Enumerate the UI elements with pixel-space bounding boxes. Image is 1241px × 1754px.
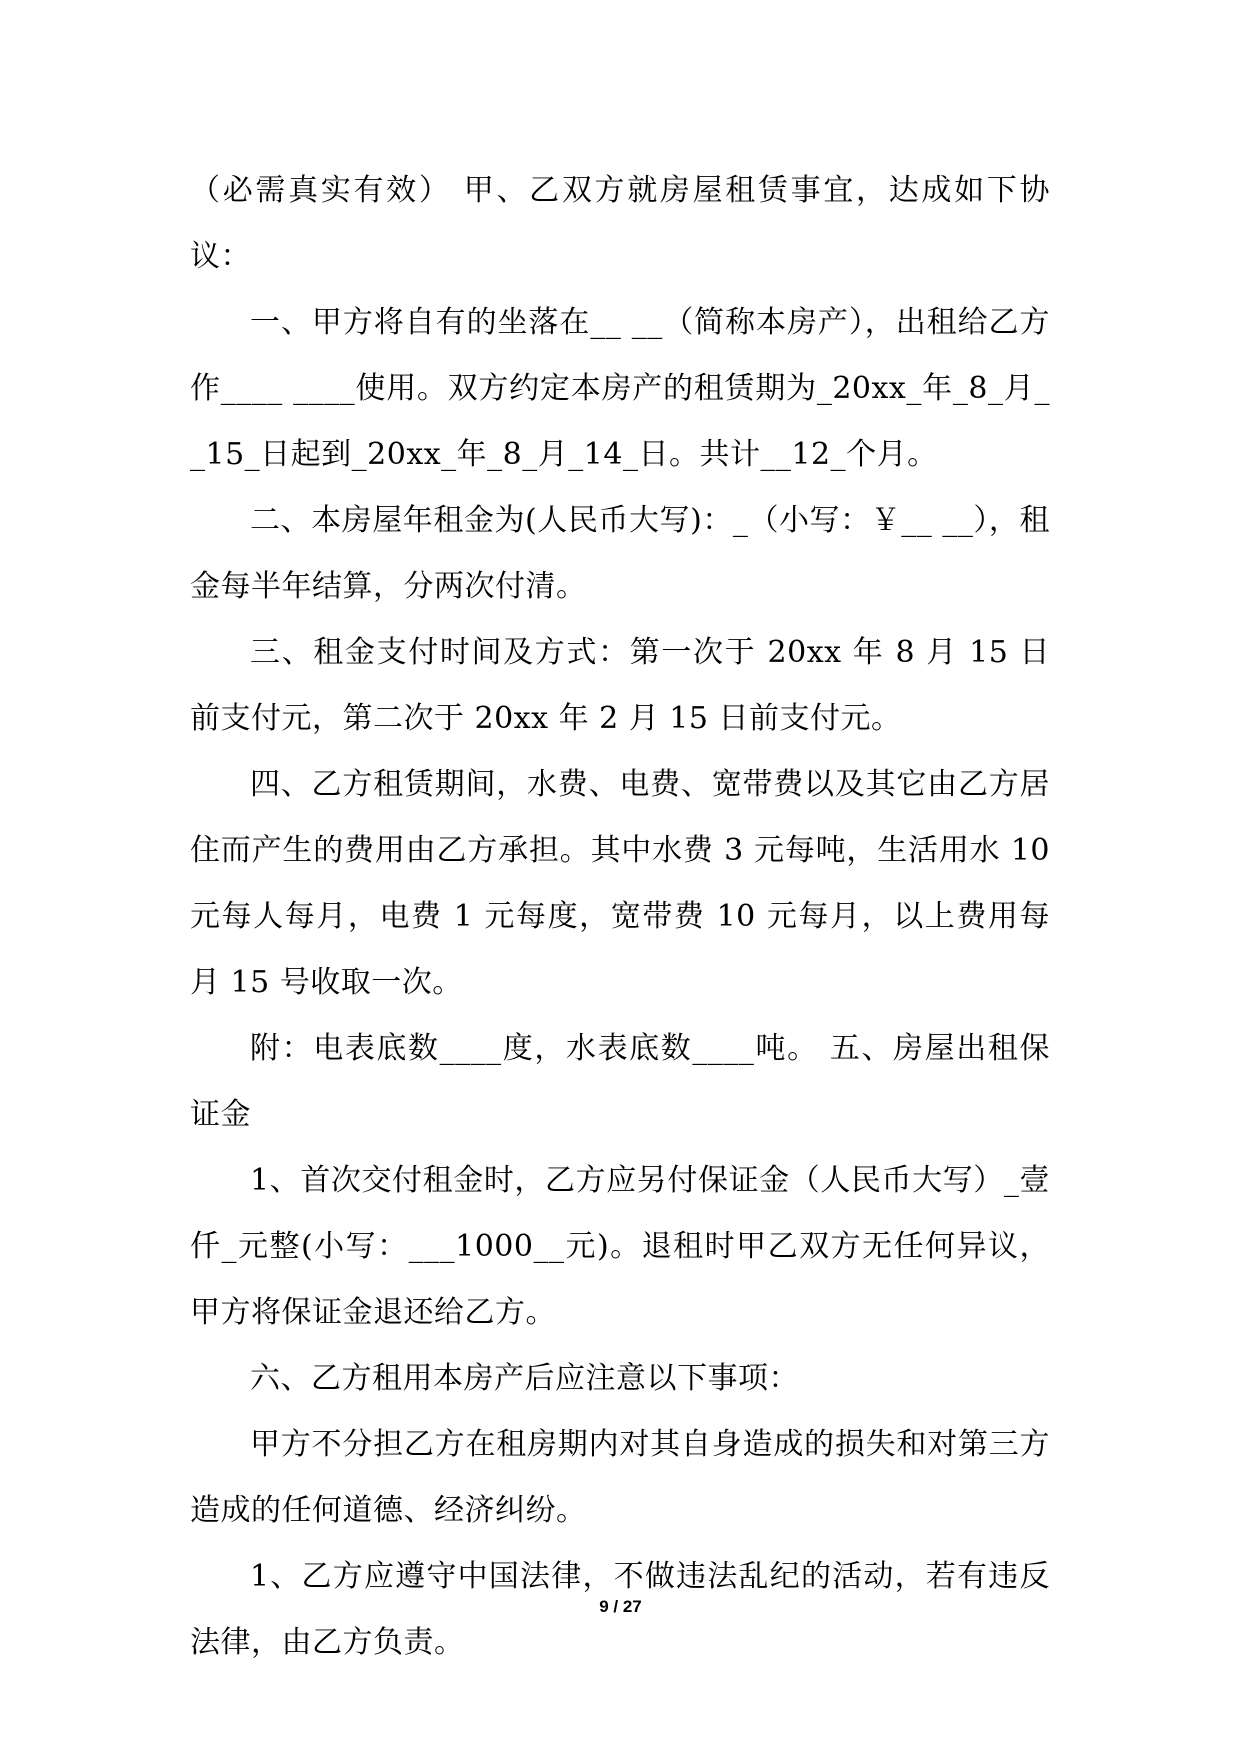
paragraph-preamble: （必需真实有效） 甲、乙双方就房屋租赁事宜，达成如下协议： [190, 173, 1050, 274]
page-number: 9 / 27 [599, 1597, 642, 1616]
paragraph-liability: 甲方不分担乙方在租房期内对其自身造成的损失和对第三方造成的任何道德、经济纠纷。 [190, 1427, 1050, 1528]
paragraph-clause-6: 六、乙方租用本房产后应注意以下事项： [250, 1361, 799, 1396]
paragraph-clause-4: 四、乙方租赁期间，水费、电费、宽带费以及其它由乙方居住而产生的费用由乙方承担。其中水费 3 元每吨，生活用水 10 元每人每月，电费 1 元每度，宽带费 10 元每月，以上费用每月 15 号收取一次。 [190, 767, 1050, 1000]
paragraph-clause-2: 二、本房屋年租金为(人民币大写)：_（小写：￥__ __），租金每半年结算，分两次付清。 [190, 503, 1050, 604]
paragraph-meter-readings: 附：电表底数____度，水表底数____吨。 五、房屋出租保证金 [190, 1031, 1050, 1132]
document-body [190, 158, 1050, 1676]
paragraph-clause-3: 三、租金支付时间及方式：第一次于 20xx 年 8 月 15 日前支付元，第二次于 20xx 年 2 月 15 日前支付元。 [190, 635, 1050, 736]
paragraph-clause-1: 一、甲方将自有的坐落在__ __（简称本房产），出租给乙方作____ ____使用。双方约定本房产的租赁期为_20xx_年_8_月__15_日起到_20xx_年_8_月_14_日。共计__12_个月。 [190, 305, 1050, 472]
paragraph-deposit: 1、首次交付租金时，乙方应另付保证金（人民币大写）_壹仟_元整(小写：___1000__元)。退租时甲乙双方无任何异议，甲方将保证金退还给乙方。 [190, 1163, 1050, 1330]
paragraph-law: 1、乙方应遵守中国法律，不做违法乱纪的活动，若有违反法律，由乙方负责。 [190, 1559, 1050, 1660]
